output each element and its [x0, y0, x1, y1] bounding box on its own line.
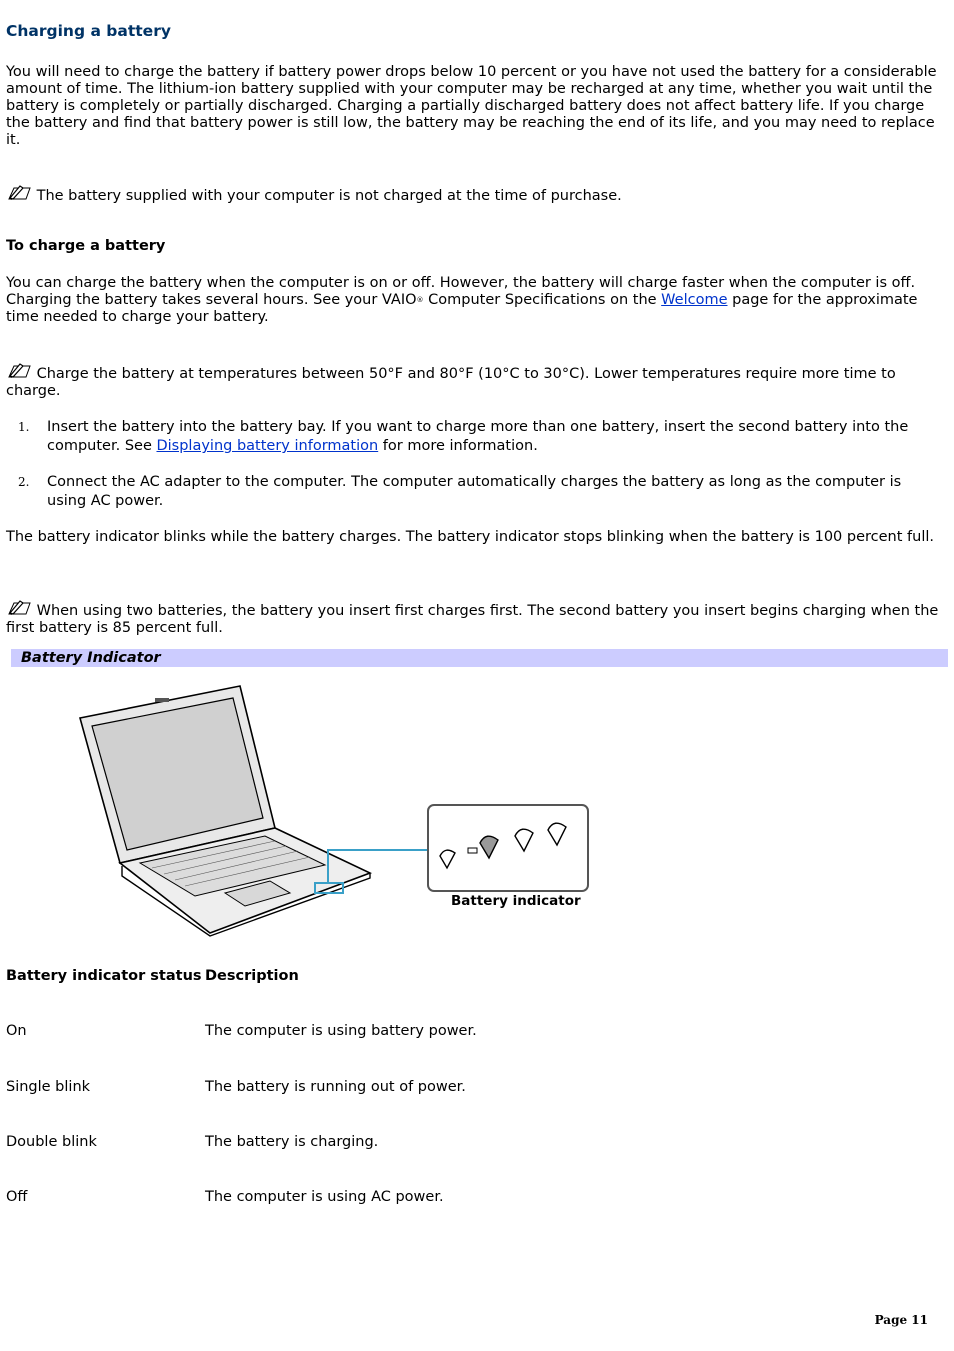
step-2: Connect the AC adapter to the computer. The computer automatically charges the battery as long as the computer is using AC power. — [47, 474, 902, 509]
table-cell-description: The battery is running out of power. — [205, 1079, 466, 1095]
table-cell-status: On — [6, 1023, 27, 1039]
table-cell-description: The battery is charging. — [205, 1134, 379, 1150]
step-number: 1. — [18, 420, 30, 434]
charge-paragraph — [6, 275, 946, 326]
table-cell-status: Off — [6, 1189, 28, 1205]
subheading: To charge a battery — [6, 238, 166, 254]
callout-label: Battery indicator — [451, 893, 581, 909]
note-pencil-icon — [6, 184, 32, 202]
charge-text-end: page for the approximate time needed to charge your battery. — [6, 292, 918, 325]
indicator-paragraph: The battery indicator blinks while the battery charges. The battery indicator stops blinking when the battery is 100 percent full. — [6, 529, 934, 545]
step-text: for more information. — [378, 438, 538, 454]
table-cell-description: The computer is using AC power. — [205, 1189, 444, 1205]
welcome-link[interactable]: Welcome — [661, 292, 728, 308]
table-cell-description: The computer is using battery power. — [205, 1023, 477, 1039]
table-cell-status: Double blink — [6, 1134, 97, 1150]
page-number: Page 11 — [874, 1313, 928, 1327]
note-pencil-icon — [6, 362, 32, 380]
table-cell-status: Single blink — [6, 1079, 91, 1095]
charge-text-start: You can charge the battery when the computer is on or off. However, the battery will charge faster when the computer is off. Charging the battery takes several hours. See your VAIO — [6, 275, 916, 308]
note-temperature — [6, 362, 946, 400]
charge-text-middle: Computer Specifications on the — [423, 292, 662, 308]
note-two-batteries — [6, 599, 946, 637]
note-text: When using two batteries, the battery you insert first charges first. The second battery you insert begins charging when the first battery is 85 percent full. — [6, 603, 939, 636]
note-text: Charge the battery at temperatures between 50°F and 80°F (10°C to 30°C). Lower temperatures require more time to charge. — [6, 366, 896, 399]
step-number: 2. — [18, 475, 30, 489]
page-title: Charging a battery — [6, 22, 171, 40]
step-text: Insert the battery into the battery bay. If you want to charge more than one battery, insert the second battery into the computer. See — [47, 419, 909, 454]
note-text: The battery supplied with your computer is not charged at the time of purchase. — [36, 188, 622, 204]
table-header-status: Battery indicator status — [6, 968, 202, 984]
intro-paragraph: You will need to charge the battery if battery power drops below 10 percent or you have not used the battery for a considerable amount of time. The lithium-ion battery supplied with your computer may be recharged at any time, whether you wait until the battery is completely or partially discharged. Charging a partially discharged battery does not affect battery life. If you charge the battery and find that battery power is still low, the battery may be reaching the end of its life, and you may need to replace it. — [6, 64, 937, 148]
note-purchase — [6, 184, 946, 205]
note-pencil-icon — [6, 599, 32, 617]
registered-mark: ® — [416, 296, 424, 304]
figure-caption: Battery Indicator — [21, 650, 161, 666]
step-1 — [47, 418, 917, 456]
displaying-battery-info-link[interactable]: Displaying battery information — [156, 438, 379, 454]
table-header-description: Description — [205, 968, 299, 984]
